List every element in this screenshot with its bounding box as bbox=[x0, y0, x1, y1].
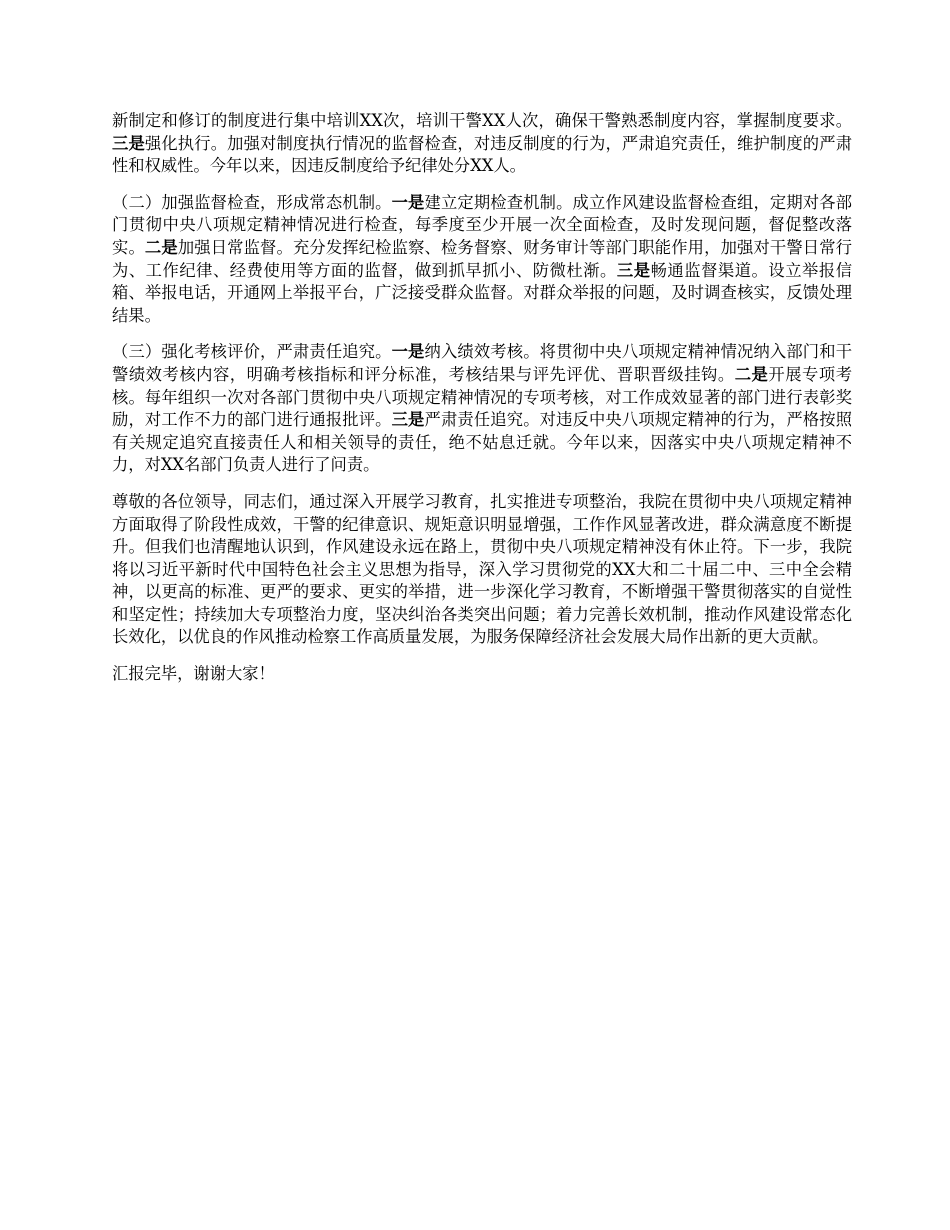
paragraph-text: 新制定和修订的制度进行集中培训XX次，培训干警XX人次，确保干警熟悉制度内容，掌握制度要求。 bbox=[112, 111, 852, 130]
document-page bbox=[112, 110, 852, 700]
section-heading-text: （二）加强监督检查，形成常态机制。 bbox=[112, 192, 392, 212]
bold-marker-second: 二是 bbox=[144, 237, 178, 257]
paragraph-institution-training bbox=[112, 110, 852, 178]
bold-marker-third: 三是 bbox=[391, 410, 425, 430]
paragraph-text: 开展专项考核。每年组织一次对各部门贯彻中央八项规定精神情况的专项考核，对工作成效显著的部门进行表彰奖励，对工作不力的部门进行通报批评。 bbox=[112, 364, 852, 430]
paragraph-conclusion-next-steps bbox=[112, 491, 852, 649]
bold-marker-third: 三是 bbox=[616, 260, 651, 280]
bold-marker-third: 三是 bbox=[112, 133, 145, 153]
paragraph-text: 尊敬的各位领导，同志们，通过深入开展学习教育，扎实推进专项整治，我院在贯彻中央八项规定精神方面取得了阶段性成效，干警的纪律意识、规矩意识明显增强，工作作风显著改进，群众满意度不断提升。但我们也清醒地认识到，作风建设永远在路上，贯彻中央八项规定精神没有休止符。下一步，我院将以习近平新时代中国特色社会主义思想为指导，深入学习贯彻党的XX大和二十届二中、三中全会精神，以更高的标准、更严的要求、更实的举措，进一步深化学习教育，不断增强干警贯彻落实的自觉性和坚定性；持续加大专项整治力度，坚决纠治各类突出问题；着力完善长效机制，推动作风建设常态化长效化，以优良的作风推动检察工作高质量发展，为服务保障经济社会发展大局作出新的更大贡献。 bbox=[112, 491, 852, 647]
bold-marker-second: 二是 bbox=[734, 364, 769, 384]
paragraph-text: 强化执行。加强对制度执行情况的监督检查，对违反制度的行为，严肃追究责任，维护制度的严肃性和权威性。今年以来，因违反制度给予纪律处分XX人。 bbox=[112, 133, 852, 176]
paragraph-assessment-accountability bbox=[112, 341, 852, 477]
section-heading-text: （三）强化考核评价，严肃责任追究。 bbox=[112, 342, 392, 362]
paragraph-text: 加强日常监督。充分发挥纪检监察、检务督察、财务审计等部门职能作用，加强对干警日常行为、工作纪律、经费使用等方面的监督，做到抓早抓小、防微杜渐。 bbox=[112, 237, 852, 280]
paragraph-text: 纳入绩效考核。将贯彻中央八项规定精神情况纳入部门和干警绩效考核内容，明确考核指标和评分标准，考核结果与评先评优、晋职晋级挂钩。 bbox=[112, 342, 852, 384]
paragraph-text: 建立定期检查机制。成立作风建设监督检查组，定期对各部门贯彻中央八项规定精神情况进行检查，每季度至少开展一次全面检查，及时发现问题，督促整改落实。 bbox=[112, 192, 852, 257]
bold-marker-first: 一是 bbox=[391, 342, 425, 362]
bold-marker-first: 一是 bbox=[391, 192, 425, 212]
paragraph-supervision-inspection bbox=[112, 192, 852, 328]
closing-text: 汇报完毕，谢谢大家！ bbox=[112, 664, 275, 684]
paragraph-text: 严肃责任追究。对违反中央八项规定精神的行为，严格按照有关规定追究直接责任人和相关领导的责任，绝不姑息迁就。今年以来，因落实中央八项规定精神不力，对XX名部门负责人进行了问责。 bbox=[112, 410, 852, 475]
paragraph-closing-remark bbox=[112, 663, 852, 686]
paragraph-text: 畅通监督渠道。设立举报信箱、举报电话，开通网上举报平台，广泛接受群众监督。对群众举报的问题，及时调查核实，反馈处理结果。 bbox=[112, 260, 852, 325]
